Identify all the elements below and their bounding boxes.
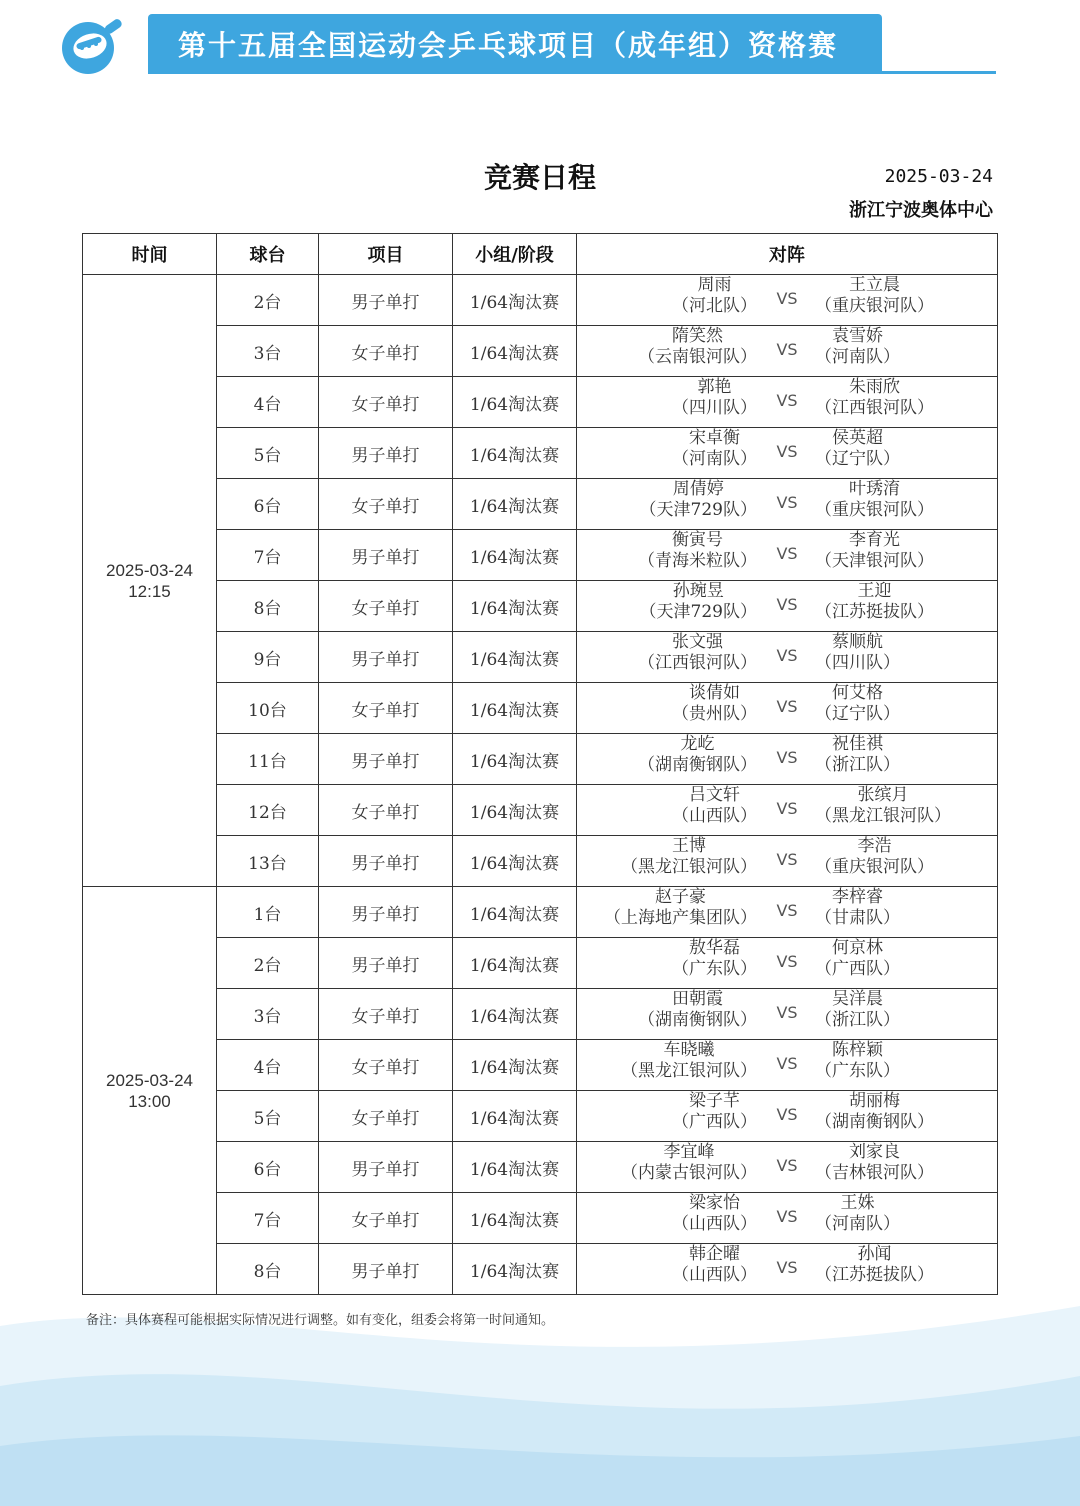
matchup xyxy=(577,581,997,631)
player-name: 王博 xyxy=(672,836,706,856)
document-date: 2025-03-24 xyxy=(884,166,993,187)
player-team: （江苏挺拔队） xyxy=(815,1265,934,1285)
player-team: （山西队） xyxy=(672,1265,757,1285)
matchup-cell xyxy=(577,938,998,989)
player-right xyxy=(815,1244,934,1286)
player-team: （山西队） xyxy=(672,1214,757,1234)
player-team: （天津银河队） xyxy=(815,551,934,571)
table-number: 5台 xyxy=(217,1091,319,1142)
player-team: （黑龙江银河队） xyxy=(621,1061,757,1081)
player-right xyxy=(815,683,900,725)
stage-name: 1/64淘汰赛 xyxy=(453,428,577,479)
event-name: 男子单打 xyxy=(319,428,453,479)
table-number: 13台 xyxy=(217,836,319,887)
column-header: 球台 xyxy=(217,234,319,275)
event-name: 女子单打 xyxy=(319,581,453,632)
player-right xyxy=(815,785,951,827)
matchup-cell xyxy=(577,734,998,785)
footnote: 备注：具体赛程可能根据实际情况进行调整。如有变化，组委会将第一时间通知。 xyxy=(86,1313,555,1328)
event-name: 女子单打 xyxy=(319,989,453,1040)
table-number: 8台 xyxy=(217,1244,319,1295)
table-number: 1台 xyxy=(217,887,319,938)
vs-label: VS xyxy=(776,289,798,308)
vs-label: VS xyxy=(776,442,798,461)
table-row xyxy=(83,836,998,887)
player-name: 吴洋晨 xyxy=(832,989,883,1009)
player-name: 龙屹 xyxy=(680,734,715,754)
vs-label: VS xyxy=(776,493,798,512)
player-team: （上海地产集团队） xyxy=(604,908,757,928)
table-number: 3台 xyxy=(217,326,319,377)
matchup-cell xyxy=(577,377,998,428)
matchup xyxy=(577,836,997,886)
event-name: 男子单打 xyxy=(319,1142,453,1193)
player-team: （黑龙江银河队） xyxy=(815,806,951,826)
table-number: 9台 xyxy=(217,632,319,683)
table-row xyxy=(83,1244,998,1295)
player-name: 隋笑然 xyxy=(672,326,723,346)
player-team: （河南队） xyxy=(815,347,900,367)
matchup-cell xyxy=(577,1142,998,1193)
vs-label: VS xyxy=(776,544,798,563)
table-row xyxy=(83,989,998,1040)
matchup xyxy=(577,683,997,733)
table-number: 11台 xyxy=(217,734,319,785)
event-name: 女子单打 xyxy=(319,785,453,836)
vs-label: VS xyxy=(776,646,798,665)
event-name: 女子单打 xyxy=(319,683,453,734)
player-team: （山西队） xyxy=(672,806,757,826)
event-name: 男子单打 xyxy=(319,632,453,683)
vs-label: VS xyxy=(776,901,798,920)
player-name: 梁子芊 xyxy=(689,1091,740,1111)
matchup xyxy=(577,1244,997,1294)
player-team: （云南银河队） xyxy=(638,347,757,367)
player-team: （天津729队） xyxy=(639,602,757,622)
wave-decoration xyxy=(0,1266,1080,1506)
player-right xyxy=(815,479,934,521)
player-name: 陈梓颖 xyxy=(832,1040,883,1060)
table-number: 8台 xyxy=(217,581,319,632)
column-header: 对阵 xyxy=(577,234,998,275)
event-name: 女子单打 xyxy=(319,1193,453,1244)
player-team: （河北队） xyxy=(672,296,757,316)
player-name: 侯英超 xyxy=(832,428,883,448)
matchup xyxy=(577,530,997,580)
player-team: （辽宁队） xyxy=(815,449,900,469)
page-header xyxy=(0,0,1080,90)
schedule-table xyxy=(82,233,998,1295)
table-row xyxy=(83,377,998,428)
player-name: 田朝霞 xyxy=(672,989,723,1009)
matchup-cell xyxy=(577,275,998,326)
vs-label: VS xyxy=(776,1105,798,1124)
stage-name: 1/64淘汰赛 xyxy=(453,683,577,734)
player-team: （天津729队） xyxy=(639,500,757,520)
player-team: （浙江队） xyxy=(815,1010,900,1030)
player-name: 宋卓衡 xyxy=(689,428,740,448)
table-row xyxy=(83,1193,998,1244)
stage-name: 1/64淘汰赛 xyxy=(453,887,577,938)
matchup xyxy=(577,1193,997,1243)
table-number: 3台 xyxy=(217,989,319,1040)
matchup-cell xyxy=(577,1040,998,1091)
column-header: 时间 xyxy=(83,234,217,275)
player-team: （四川队） xyxy=(672,398,757,418)
vs-label: VS xyxy=(776,391,798,410)
player-team: （浙江队） xyxy=(815,755,900,775)
event-name: 男子单打 xyxy=(319,836,453,887)
player-name: 李梓睿 xyxy=(832,887,883,907)
player-team: （江苏挺拔队） xyxy=(815,602,934,622)
column-header: 项目 xyxy=(319,234,453,275)
player-team: （广西队） xyxy=(815,959,900,979)
matchup-cell xyxy=(577,632,998,683)
table-row xyxy=(83,785,998,836)
player-right xyxy=(815,530,934,572)
player-name: 郭艳 xyxy=(697,377,732,397)
player-right xyxy=(815,734,900,776)
match-time: 12:15 xyxy=(128,581,171,601)
player-right xyxy=(815,632,900,674)
player-name: 王姝 xyxy=(840,1193,875,1213)
player-right xyxy=(815,275,934,317)
player-name: 赵子豪 xyxy=(655,887,706,907)
matchup xyxy=(577,479,997,529)
event-name: 男子单打 xyxy=(319,1244,453,1295)
matchup-cell xyxy=(577,1193,998,1244)
matchup xyxy=(577,1142,997,1192)
venue-name: 浙江宁波奥体中心 xyxy=(849,200,993,221)
vs-label: VS xyxy=(776,1258,798,1277)
table-row xyxy=(83,1142,998,1193)
player-name: 衡寅号 xyxy=(672,530,723,550)
player-right xyxy=(815,377,934,419)
player-right xyxy=(815,581,934,623)
vs-label: VS xyxy=(776,850,798,869)
match-time: 13:00 xyxy=(128,1091,171,1111)
matchup xyxy=(577,326,997,376)
matchup-cell xyxy=(577,581,998,632)
player-team: （吉林银河队） xyxy=(815,1163,934,1183)
matchup xyxy=(577,989,997,1039)
player-team: （重庆银河队） xyxy=(815,296,934,316)
vs-label: VS xyxy=(776,697,798,716)
table-number: 5台 xyxy=(217,428,319,479)
vs-label: VS xyxy=(776,595,798,614)
player-name: 李浩 xyxy=(857,836,892,856)
player-name: 孙闻 xyxy=(857,1244,892,1264)
header-title: 第十五届全国运动会乒乓球项目（成年组）资格赛 xyxy=(178,29,839,62)
player-name: 李宜峰 xyxy=(663,1142,715,1162)
player-team: （河南队） xyxy=(672,449,757,469)
stage-name: 1/64淘汰赛 xyxy=(453,632,577,683)
table-row xyxy=(83,632,998,683)
matchup xyxy=(577,1040,997,1090)
matchup xyxy=(577,785,997,835)
match-date: 2025-03-24 xyxy=(106,1070,193,1090)
table-row xyxy=(83,581,998,632)
stage-name: 1/64淘汰赛 xyxy=(453,1040,577,1091)
matchup-cell xyxy=(577,1091,998,1142)
match-date: 2025-03-24 xyxy=(106,560,193,580)
event-name: 男子单打 xyxy=(319,530,453,581)
player-name: 袁雪娇 xyxy=(832,326,883,346)
player-name: 韩企曜 xyxy=(689,1244,740,1264)
player-right xyxy=(815,1091,934,1133)
player-name: 胡丽梅 xyxy=(849,1091,900,1111)
player-name: 梁家怡 xyxy=(689,1193,740,1213)
matchup-cell xyxy=(577,785,998,836)
vs-label: VS xyxy=(776,1003,798,1022)
player-name: 周雨 xyxy=(697,275,732,295)
table-number: 4台 xyxy=(217,377,319,428)
player-right xyxy=(815,1142,934,1184)
player-right xyxy=(815,836,934,878)
player-team: （湖南衡钢队） xyxy=(815,1112,934,1132)
player-name: 王迎 xyxy=(857,581,892,601)
player-name: 何京林 xyxy=(832,938,883,958)
event-name: 男子单打 xyxy=(319,275,453,326)
matchup-cell xyxy=(577,530,998,581)
player-team: （江西银河队） xyxy=(638,653,757,673)
matchup-cell xyxy=(577,1244,998,1295)
table-number: 2台 xyxy=(217,275,319,326)
stage-name: 1/64淘汰赛 xyxy=(453,1193,577,1244)
player-name: 朱雨欣 xyxy=(849,377,900,397)
matchup-cell xyxy=(577,326,998,377)
player-right xyxy=(815,1040,900,1082)
matchup xyxy=(577,734,997,784)
matchup xyxy=(577,275,997,325)
table-row xyxy=(83,938,998,989)
player-name: 周倩婷 xyxy=(672,479,724,499)
vs-label: VS xyxy=(776,799,798,818)
player-team: （四川队） xyxy=(815,653,900,673)
table-row xyxy=(83,275,998,326)
stage-name: 1/64淘汰赛 xyxy=(453,377,577,428)
time-cell xyxy=(83,275,217,887)
player-name: 车晓曦 xyxy=(663,1040,715,1060)
stage-name: 1/64淘汰赛 xyxy=(453,1142,577,1193)
event-name: 男子单打 xyxy=(319,887,453,938)
player-right xyxy=(815,887,900,929)
stage-name: 1/64淘汰赛 xyxy=(453,530,577,581)
vs-label: VS xyxy=(776,1207,798,1226)
player-name: 孙琬昱 xyxy=(672,581,724,601)
event-name: 女子单打 xyxy=(319,1091,453,1142)
player-name: 王立晨 xyxy=(849,275,900,295)
player-name: 叶琇淯 xyxy=(849,479,900,499)
stage-name: 1/64淘汰赛 xyxy=(453,581,577,632)
matchup xyxy=(577,1091,997,1141)
title-banner xyxy=(148,14,882,72)
matchup xyxy=(577,428,997,478)
event-name: 男子单打 xyxy=(319,734,453,785)
stage-name: 1/64淘汰赛 xyxy=(453,275,577,326)
player-name: 李育光 xyxy=(849,530,900,550)
table-row xyxy=(83,683,998,734)
column-header: 小组/阶段 xyxy=(453,234,577,275)
title-underline xyxy=(148,71,996,74)
matchup-cell xyxy=(577,836,998,887)
player-name: 蔡顺航 xyxy=(832,632,883,652)
table-row xyxy=(83,530,998,581)
player-team: （重庆银河队） xyxy=(815,500,934,520)
player-team: （湖南衡钢队） xyxy=(638,1010,757,1030)
tournament-logo-icon xyxy=(52,16,128,76)
stage-name: 1/64淘汰赛 xyxy=(453,785,577,836)
player-team: （广东队） xyxy=(815,1061,900,1081)
event-name: 女子单打 xyxy=(319,326,453,377)
stage-name: 1/64淘汰赛 xyxy=(453,1091,577,1142)
player-team: （江西银河队） xyxy=(815,398,934,418)
matchup xyxy=(577,632,997,682)
player-team: （河南队） xyxy=(815,1214,900,1234)
vs-label: VS xyxy=(776,340,798,359)
player-team: （贵州队） xyxy=(672,704,757,724)
page-title: 竞赛日程 xyxy=(483,161,596,194)
schedule-body xyxy=(83,275,998,1295)
table-row xyxy=(83,734,998,785)
player-name: 吕文轩 xyxy=(689,785,740,805)
player-right xyxy=(815,428,900,470)
matchup xyxy=(577,938,997,988)
player-team: （青海米粒队） xyxy=(638,551,757,571)
event-name: 男子单打 xyxy=(319,938,453,989)
player-name: 祝佳祺 xyxy=(832,734,883,754)
table-row xyxy=(83,428,998,479)
matchup-cell xyxy=(577,479,998,530)
stage-name: 1/64淘汰赛 xyxy=(453,938,577,989)
table-number: 6台 xyxy=(217,479,319,530)
table-number: 7台 xyxy=(217,530,319,581)
player-right xyxy=(815,989,900,1031)
event-name: 女子单打 xyxy=(319,377,453,428)
matchup xyxy=(577,377,997,427)
player-right xyxy=(815,326,900,368)
stage-name: 1/64淘汰赛 xyxy=(453,326,577,377)
matchup-cell xyxy=(577,683,998,734)
table-number: 10台 xyxy=(217,683,319,734)
time-cell xyxy=(83,887,217,1295)
player-team: （辽宁队） xyxy=(815,704,900,724)
vs-label: VS xyxy=(776,952,798,971)
table-row xyxy=(83,1040,998,1091)
vs-label: VS xyxy=(776,1054,798,1073)
matchup-cell xyxy=(577,989,998,1040)
matchup-cell xyxy=(577,887,998,938)
table-row xyxy=(83,326,998,377)
player-name: 张文强 xyxy=(672,632,723,652)
player-team: （湖南衡钢队） xyxy=(638,755,757,775)
player-team: （黑龙江银河队） xyxy=(621,857,757,877)
table-number: 7台 xyxy=(217,1193,319,1244)
player-name: 敖华磊 xyxy=(689,938,740,958)
player-name: 谈倩如 xyxy=(689,683,740,703)
player-team: （广东队） xyxy=(672,959,757,979)
player-right xyxy=(815,1193,900,1235)
player-name: 张缤月 xyxy=(857,785,909,805)
stage-name: 1/64淘汰赛 xyxy=(453,479,577,530)
table-number: 2台 xyxy=(217,938,319,989)
table-row xyxy=(83,479,998,530)
stage-name: 1/64淘汰赛 xyxy=(453,734,577,785)
stage-name: 1/64淘汰赛 xyxy=(453,836,577,887)
player-right xyxy=(815,938,900,980)
vs-label: VS xyxy=(776,748,798,767)
player-team: （广西队） xyxy=(672,1112,757,1132)
table-header-row xyxy=(83,234,998,275)
event-name: 女子单打 xyxy=(319,1040,453,1091)
event-name: 女子单打 xyxy=(319,479,453,530)
table-row xyxy=(83,1091,998,1142)
matchup xyxy=(577,887,997,937)
table-number: 6台 xyxy=(217,1142,319,1193)
player-name: 何艾格 xyxy=(832,683,883,703)
player-team: （重庆银河队） xyxy=(815,857,934,877)
player-team: （甘肃队） xyxy=(815,908,900,928)
vs-label: VS xyxy=(776,1156,798,1175)
table-row xyxy=(83,887,998,938)
table-number: 12台 xyxy=(217,785,319,836)
player-name: 刘家良 xyxy=(849,1142,900,1162)
table-number: 4台 xyxy=(217,1040,319,1091)
player-team: （内蒙古银河队） xyxy=(621,1163,757,1183)
stage-name: 1/64淘汰赛 xyxy=(453,1244,577,1295)
stage-name: 1/64淘汰赛 xyxy=(453,989,577,1040)
matchup-cell xyxy=(577,428,998,479)
